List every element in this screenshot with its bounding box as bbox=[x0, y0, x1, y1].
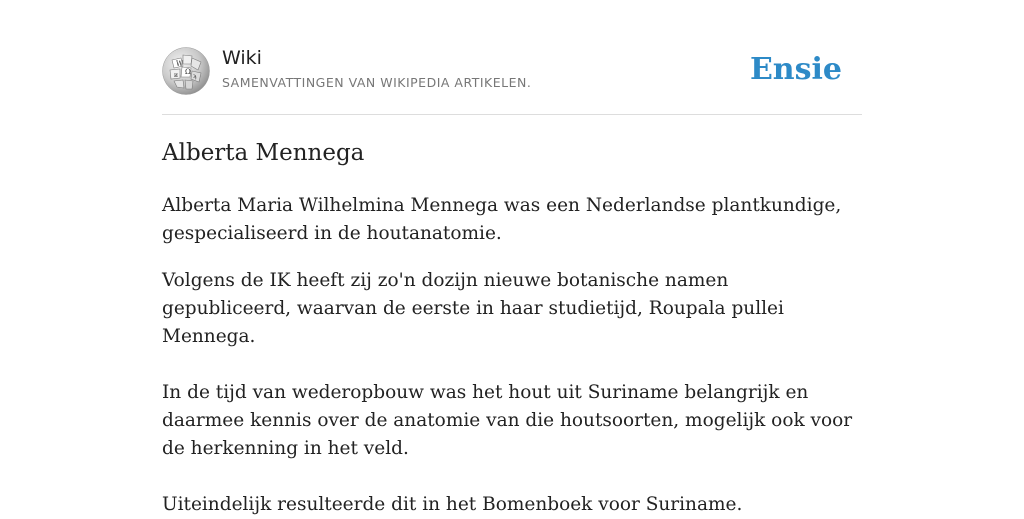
article-intro: Alberta Maria Wilhelmina Mennega was een Nederlandse plantkundige, gespecialiseerd in de houtanatomie. bbox=[162, 195, 842, 244]
paragraph-spacer bbox=[162, 463, 862, 491]
svg-text:ϡ: ϡ bbox=[193, 73, 197, 80]
article-paragraph: Uiteindelijk resulteerde dit in het Bomenboek voor Suriname. bbox=[162, 494, 743, 515]
svg-text:W: W bbox=[176, 60, 184, 68]
site-subtitle: SAMENVATTINGEN VAN WIKIPEDIA ARTIKELEN. bbox=[222, 75, 532, 90]
site-title[interactable]: Wiki bbox=[222, 47, 262, 69]
svg-text:Ω: Ω bbox=[185, 68, 191, 76]
article-paragraph: In de tijd van wederopbouw was het hout uit Suriname belangrijk en daarmee kennis over de anatomie van die houtsoorten, mogelijk ook voor de herkenning in het veld. bbox=[162, 382, 853, 459]
article bbox=[162, 136, 862, 519]
wikipedia-globe-icon[interactable] bbox=[162, 47, 210, 95]
article-paragraph: Volgens de IK heeft zij zo'n dozijn nieuwe botanische namen gepubliceerd, waarvan de eerste in haar studietijd, Roupala pullei Mennega. bbox=[162, 270, 784, 347]
ensie-logo-link[interactable]: Ensie bbox=[749, 52, 842, 87]
svg-text:и: и bbox=[174, 72, 178, 79]
paragraph-spacer bbox=[162, 351, 862, 379]
site-header bbox=[162, 44, 862, 115]
article-title: Alberta Mennega bbox=[162, 140, 365, 166]
article-body bbox=[162, 267, 862, 519]
